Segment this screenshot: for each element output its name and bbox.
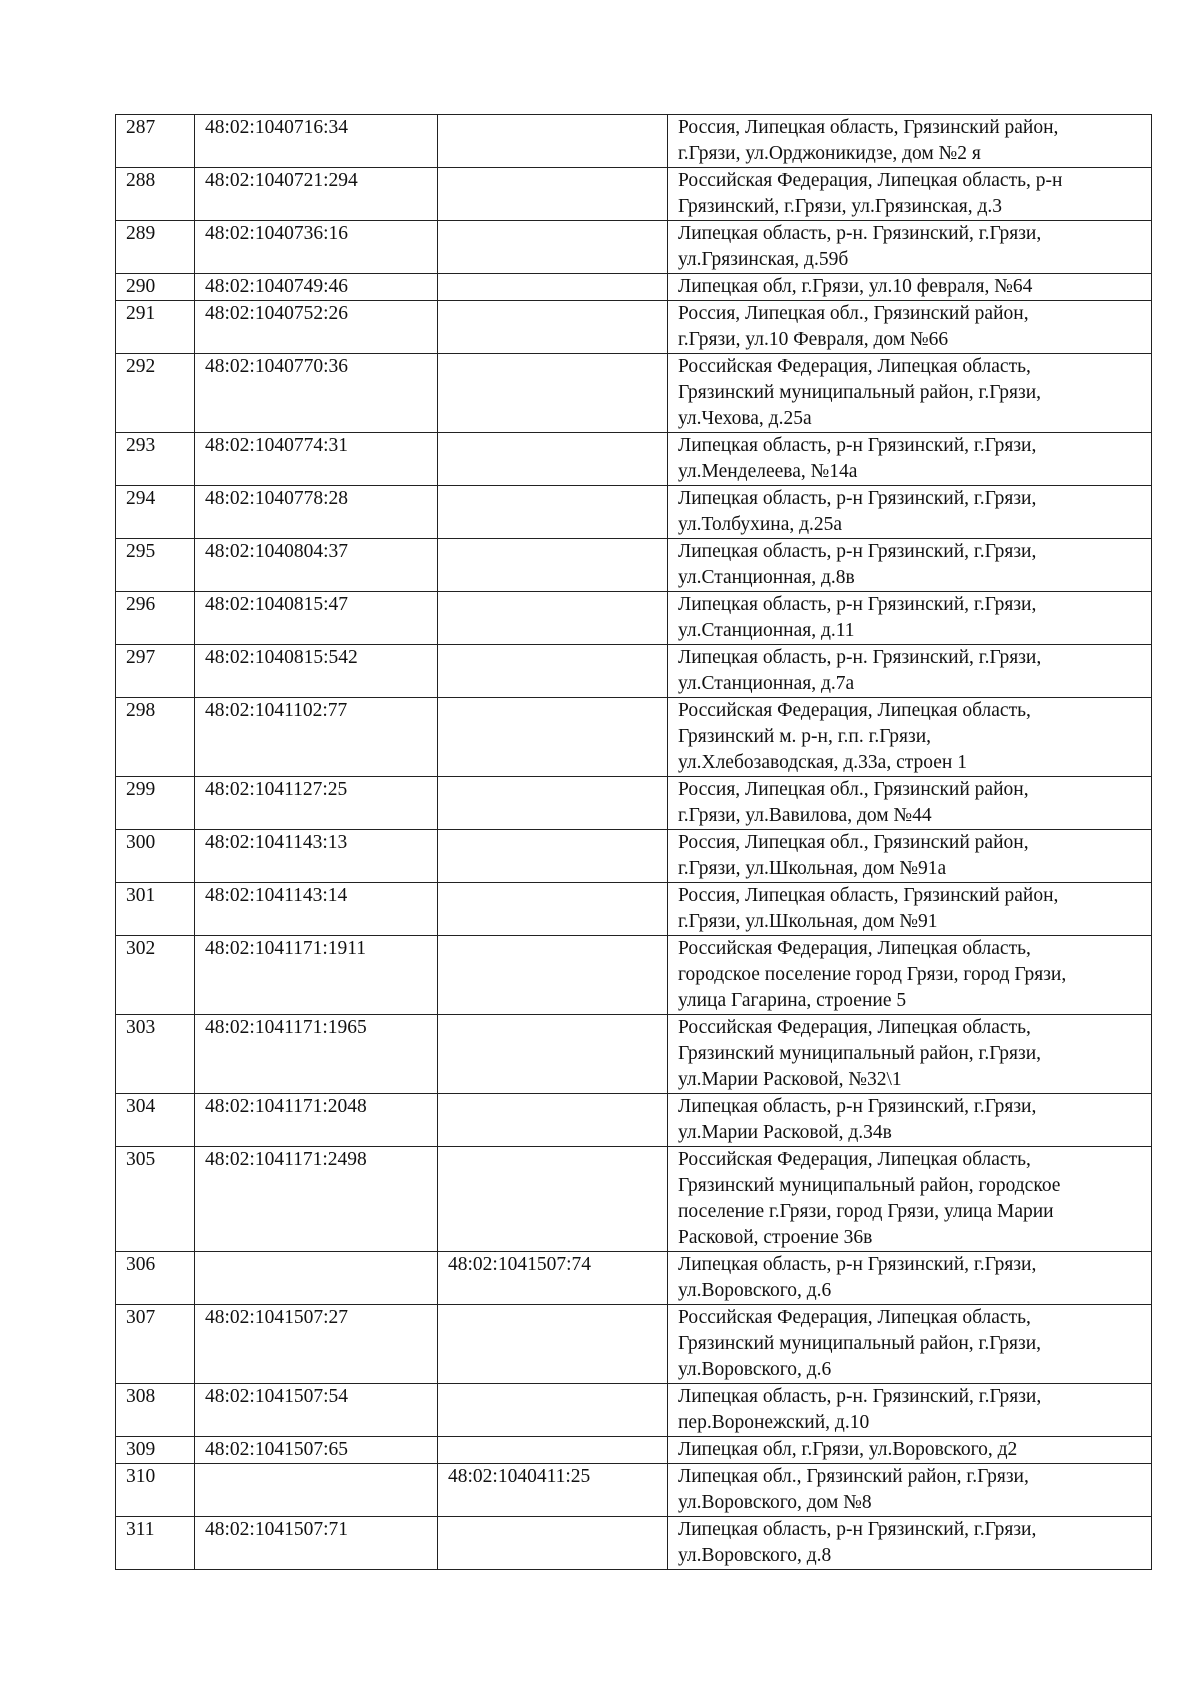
- row-number-cell: 299: [116, 777, 195, 830]
- address-line: Липецкая обл., Грязинский район, г.Грязи,: [678, 1466, 1029, 1487]
- cadastral-number-cell: [195, 1464, 438, 1517]
- address-cell: [668, 1147, 1152, 1252]
- address-line: Липецкая область, р-н. Грязинский, г.Грязи,: [678, 647, 1042, 668]
- cadastral-number-cell: 48:02:1040804:37: [195, 539, 438, 592]
- cadastral-number-cell: 48:02:1040778:28: [195, 486, 438, 539]
- table-row: [116, 168, 1152, 221]
- secondary-cadastral-number-cell: [438, 1437, 668, 1464]
- address-line: Липецкая обл, г.Грязи, ул.Воровского, д2: [678, 1439, 1018, 1460]
- address-line: Липецкая область, р-н Грязинский, г.Грязи,: [678, 435, 1037, 456]
- address-line: г.Грязи, ул.Вавилова, дом №44: [678, 805, 932, 826]
- secondary-cadastral-number-cell: [438, 592, 668, 645]
- cadastral-number-cell: 48:02:1041143:14: [195, 883, 438, 936]
- address-line: ул.Станционная, д.7а: [678, 673, 855, 694]
- registry-table: [115, 114, 1152, 1570]
- address-line: улица Гагарина, строение 5: [678, 990, 907, 1011]
- address-line: Липецкая область, р-н Грязинский, г.Грязи,: [678, 1096, 1037, 1117]
- secondary-cadastral-number-cell: [438, 1015, 668, 1094]
- address-line: Российская Федерация, Липецкая область,: [678, 1307, 1031, 1328]
- row-number-cell: 308: [116, 1384, 195, 1437]
- table-row: [116, 486, 1152, 539]
- address-line: Липецкая область, р-н. Грязинский, г.Грязи,: [678, 1386, 1042, 1407]
- table-row: [116, 1517, 1152, 1570]
- address-cell: [668, 301, 1152, 354]
- row-number-cell: 302: [116, 936, 195, 1015]
- table-row: [116, 1384, 1152, 1437]
- address-line: Липецкая область, р-н Грязинский, г.Грязи,: [678, 541, 1037, 562]
- address-cell: [668, 645, 1152, 698]
- secondary-cadastral-number-cell: [438, 539, 668, 592]
- table-row: [116, 115, 1152, 168]
- secondary-cadastral-number-cell: [438, 1305, 668, 1384]
- address-line: городское поселение город Грязи, город Грязи,: [678, 964, 1067, 985]
- cadastral-number-cell: 48:02:1040815:47: [195, 592, 438, 645]
- cadastral-number-cell: 48:02:1040721:294: [195, 168, 438, 221]
- table-row: [116, 645, 1152, 698]
- secondary-cadastral-number-cell: [438, 645, 668, 698]
- cadastral-number-cell: [195, 1252, 438, 1305]
- address-line: ул.Марии Расковой, д.34в: [678, 1122, 892, 1143]
- address-line: ул.Грязинская, д.59б: [678, 249, 849, 270]
- cadastral-number-cell: 48:02:1041171:1965: [195, 1015, 438, 1094]
- cadastral-number-cell: 48:02:1040716:34: [195, 115, 438, 168]
- secondary-cadastral-number-cell: [438, 1147, 668, 1252]
- row-number-cell: 310: [116, 1464, 195, 1517]
- table-row: [116, 830, 1152, 883]
- cadastral-number-cell: 48:02:1040752:26: [195, 301, 438, 354]
- address-line: поселение г.Грязи, город Грязи, улица Марии: [678, 1201, 1054, 1222]
- address-line: Грязинский муниципальный район, городское: [678, 1175, 1061, 1196]
- row-number-cell: 300: [116, 830, 195, 883]
- address-line: Липецкая область, р-н Грязинский, г.Грязи,: [678, 1519, 1037, 1540]
- address-line: Россия, Липецкая обл., Грязинский район,: [678, 779, 1029, 800]
- address-line: ул.Чехова, д.25а: [678, 408, 812, 429]
- table-row: [116, 1147, 1152, 1252]
- row-number-cell: 307: [116, 1305, 195, 1384]
- secondary-cadastral-number-cell: [438, 936, 668, 1015]
- table-row: [116, 274, 1152, 301]
- cadastral-number-cell: 48:02:1041507:65: [195, 1437, 438, 1464]
- secondary-cadastral-number-cell: [438, 168, 668, 221]
- table-row: [116, 433, 1152, 486]
- address-line: ул.Воровского, д.6: [678, 1280, 832, 1301]
- table-row: [116, 936, 1152, 1015]
- address-cell: [668, 1094, 1152, 1147]
- cadastral-number-cell: 48:02:1040815:542: [195, 645, 438, 698]
- table-row: [116, 354, 1152, 433]
- row-number-cell: 292: [116, 354, 195, 433]
- address-line: Российская Федерация, Липецкая область, р-н: [678, 170, 1063, 191]
- row-number-cell: 288: [116, 168, 195, 221]
- address-cell: [668, 698, 1152, 777]
- address-line: Российская Федерация, Липецкая область,: [678, 1017, 1031, 1038]
- row-number-cell: 287: [116, 115, 195, 168]
- row-number-cell: 301: [116, 883, 195, 936]
- address-cell: [668, 1464, 1152, 1517]
- address-cell: [668, 1252, 1152, 1305]
- secondary-cadastral-number-cell: [438, 221, 668, 274]
- table-row: [116, 883, 1152, 936]
- table-row: [116, 1094, 1152, 1147]
- address-cell: [668, 539, 1152, 592]
- row-number-cell: 305: [116, 1147, 195, 1252]
- row-number-cell: 303: [116, 1015, 195, 1094]
- address-cell: [668, 1437, 1152, 1464]
- table-row: [116, 592, 1152, 645]
- address-line: Россия, Липецкая обл., Грязинский район,: [678, 832, 1029, 853]
- address-cell: [668, 830, 1152, 883]
- cadastral-number-cell: 48:02:1041171:2498: [195, 1147, 438, 1252]
- address-cell: [668, 777, 1152, 830]
- address-line: Липецкая область, р-н Грязинский, г.Грязи,: [678, 488, 1037, 509]
- row-number-cell: 297: [116, 645, 195, 698]
- address-cell: [668, 1015, 1152, 1094]
- address-line: Грязинский муниципальный район, г.Грязи,: [678, 1043, 1042, 1064]
- secondary-cadastral-number-cell: [438, 354, 668, 433]
- secondary-cadastral-number-cell: [438, 301, 668, 354]
- address-cell: [668, 486, 1152, 539]
- address-cell: [668, 1384, 1152, 1437]
- row-number-cell: 295: [116, 539, 195, 592]
- table-row: [116, 1464, 1152, 1517]
- address-line: ул.Марии Расковой, №32\1: [678, 1069, 902, 1090]
- row-number-cell: 289: [116, 221, 195, 274]
- cadastral-number-cell: 48:02:1041127:25: [195, 777, 438, 830]
- row-number-cell: 304: [116, 1094, 195, 1147]
- secondary-cadastral-number-cell: [438, 830, 668, 883]
- table-row: [116, 1305, 1152, 1384]
- row-number-cell: 296: [116, 592, 195, 645]
- row-number-cell: 293: [116, 433, 195, 486]
- address-line: ул.Толбухина, д.25а: [678, 514, 843, 535]
- address-line: Россия, Липецкая область, Грязинский район,: [678, 117, 1059, 138]
- secondary-cadastral-number-cell: [438, 883, 668, 936]
- secondary-cadastral-number-cell: [438, 1384, 668, 1437]
- secondary-cadastral-number-cell: [438, 1517, 668, 1570]
- secondary-cadastral-number-cell: [438, 433, 668, 486]
- cadastral-number-cell: 48:02:1040749:46: [195, 274, 438, 301]
- secondary-cadastral-number-cell: 48:02:1041507:74: [438, 1252, 668, 1305]
- address-line: Россия, Липецкая область, Грязинский район,: [678, 885, 1059, 906]
- address-cell: [668, 433, 1152, 486]
- address-line: Липецкая область, р-н Грязинский, г.Грязи,: [678, 1254, 1037, 1275]
- address-line: Расковой, строение 36в: [678, 1227, 873, 1248]
- address-line: Грязинский м. р-н, г.п. г.Грязи,: [678, 726, 932, 747]
- address-line: г.Грязи, ул.10 Февраля, дом №66: [678, 329, 949, 350]
- address-line: Российская Федерация, Липецкая область,: [678, 700, 1031, 721]
- cadastral-number-cell: 48:02:1040736:16: [195, 221, 438, 274]
- row-number-cell: 306: [116, 1252, 195, 1305]
- secondary-cadastral-number-cell: [438, 698, 668, 777]
- table-row: [116, 777, 1152, 830]
- address-cell: [668, 168, 1152, 221]
- row-number-cell: 290: [116, 274, 195, 301]
- address-cell: [668, 592, 1152, 645]
- address-line: Российская Федерация, Липецкая область,: [678, 1149, 1031, 1170]
- cadastral-number-cell: 48:02:1041507:54: [195, 1384, 438, 1437]
- row-number-cell: 309: [116, 1437, 195, 1464]
- row-number-cell: 291: [116, 301, 195, 354]
- address-line: Липецкая область, р-н Грязинский, г.Грязи,: [678, 594, 1037, 615]
- table-row: [116, 1015, 1152, 1094]
- address-line: Российская Федерация, Липецкая область,: [678, 938, 1031, 959]
- address-cell: [668, 354, 1152, 433]
- address-cell: [668, 274, 1152, 301]
- secondary-cadastral-number-cell: [438, 486, 668, 539]
- registry-table-body: [116, 115, 1152, 1570]
- cadastral-number-cell: 48:02:1041171:2048: [195, 1094, 438, 1147]
- address-cell: [668, 936, 1152, 1015]
- address-line: пер.Воронежский, д.10: [678, 1412, 870, 1433]
- address-line: ул.Станционная, д.11: [678, 620, 855, 641]
- row-number-cell: 294: [116, 486, 195, 539]
- address-line: Грязинский муниципальный район, г.Грязи,: [678, 382, 1042, 403]
- address-cell: [668, 883, 1152, 936]
- table-row: [116, 1437, 1152, 1464]
- address-line: Грязинский муниципальный район, г.Грязи,: [678, 1333, 1042, 1354]
- row-number-cell: 311: [116, 1517, 195, 1570]
- secondary-cadastral-number-cell: [438, 115, 668, 168]
- address-cell: [668, 1305, 1152, 1384]
- address-line: ул.Воровского, дом №8: [678, 1492, 872, 1513]
- secondary-cadastral-number-cell: 48:02:1040411:25: [438, 1464, 668, 1517]
- table-row: [116, 698, 1152, 777]
- address-line: ул.Хлебозаводская, д.33а, строен 1: [678, 752, 967, 773]
- table-row: [116, 1252, 1152, 1305]
- secondary-cadastral-number-cell: [438, 274, 668, 301]
- row-number-cell: 298: [116, 698, 195, 777]
- address-cell: [668, 221, 1152, 274]
- table-row: [116, 539, 1152, 592]
- cadastral-number-cell: 48:02:1041102:77: [195, 698, 438, 777]
- address-line: Липецкая обл, г.Грязи, ул.10 февраля, №64: [678, 276, 1033, 297]
- address-line: ул.Менделеева, №14а: [678, 461, 858, 482]
- address-line: ул.Воровского, д.6: [678, 1359, 832, 1380]
- address-cell: [668, 1517, 1152, 1570]
- address-line: Россия, Липецкая обл., Грязинский район,: [678, 303, 1029, 324]
- table-row: [116, 301, 1152, 354]
- address-line: г.Грязи, ул.Школьная, дом №91а: [678, 858, 947, 879]
- address-line: Российская Федерация, Липецкая область,: [678, 356, 1031, 377]
- address-line: г.Грязи, ул.Орджоникидзе, дом №2 я: [678, 143, 981, 164]
- secondary-cadastral-number-cell: [438, 1094, 668, 1147]
- address-line: Липецкая область, р-н. Грязинский, г.Грязи,: [678, 223, 1042, 244]
- address-line: ул.Станционная, д.8в: [678, 567, 855, 588]
- cadastral-number-cell: 48:02:1041171:1911: [195, 936, 438, 1015]
- address-line: Грязинский, г.Грязи, ул.Грязинская, д.3: [678, 196, 1003, 217]
- address-cell: [668, 115, 1152, 168]
- secondary-cadastral-number-cell: [438, 777, 668, 830]
- cadastral-number-cell: 48:02:1041507:71: [195, 1517, 438, 1570]
- table-row: [116, 221, 1152, 274]
- cadastral-number-cell: 48:02:1040774:31: [195, 433, 438, 486]
- address-line: ул.Воровского, д.8: [678, 1545, 832, 1566]
- cadastral-number-cell: 48:02:1040770:36: [195, 354, 438, 433]
- address-line: г.Грязи, ул.Школьная, дом №91: [678, 911, 938, 932]
- cadastral-number-cell: 48:02:1041143:13: [195, 830, 438, 883]
- cadastral-number-cell: 48:02:1041507:27: [195, 1305, 438, 1384]
